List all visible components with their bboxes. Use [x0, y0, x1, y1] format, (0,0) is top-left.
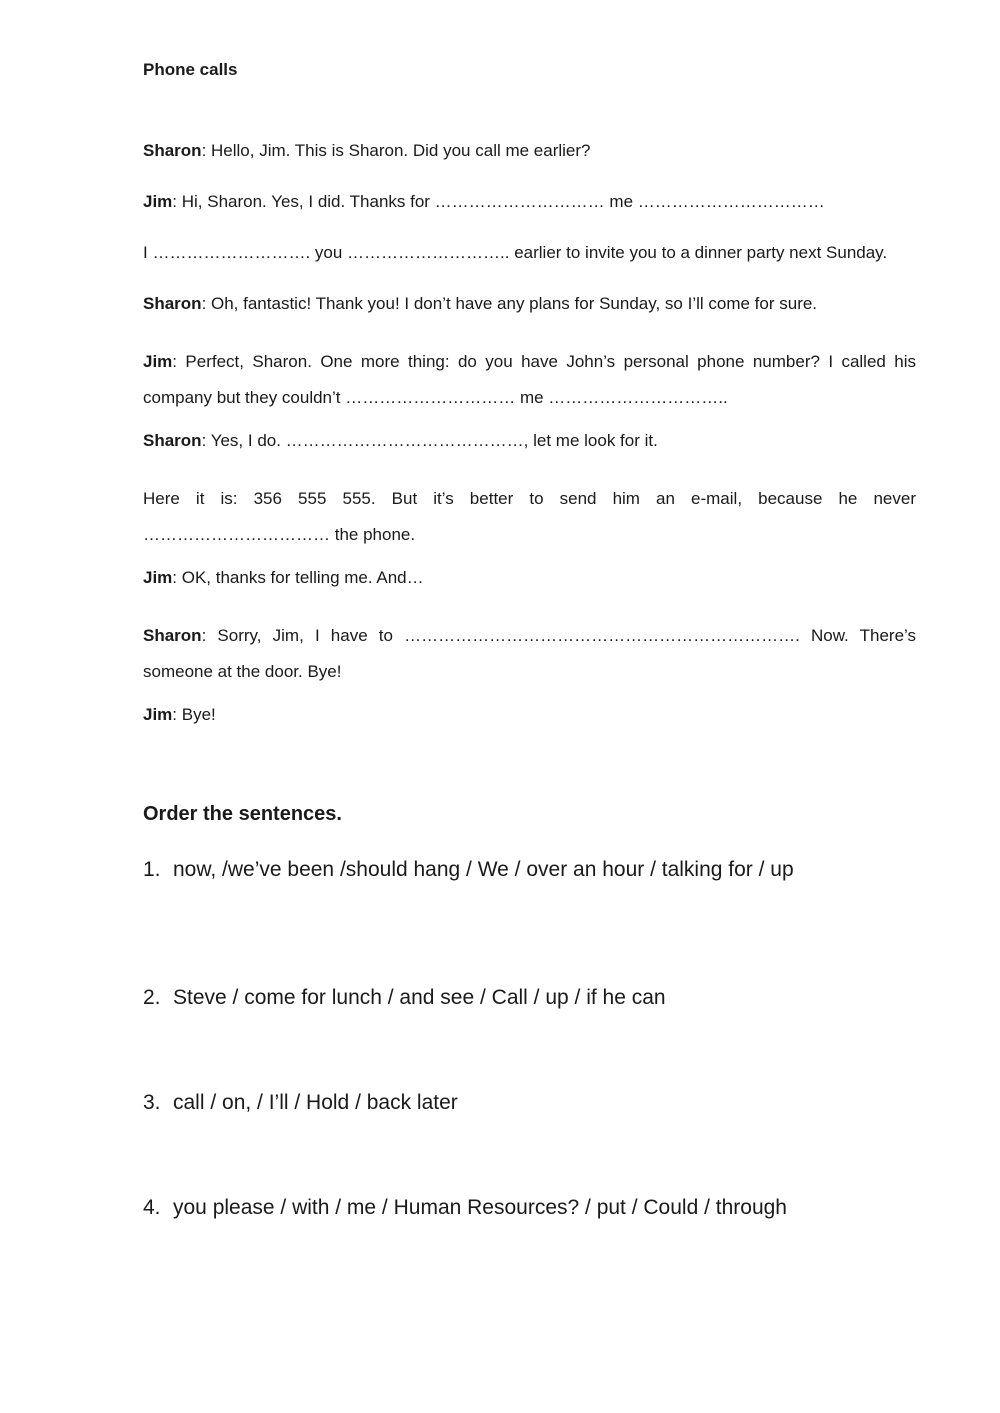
dialogue [143, 140, 916, 755]
speaker-name: Jim [143, 568, 173, 587]
dialogue-line [143, 293, 916, 315]
speaker-name: Jim [143, 352, 173, 371]
dialogue-text: Here it is: 356 555 555. But it’s better to send him an e-mail, because he never …………………………… the phone. [143, 489, 916, 544]
exercise-text: Steve / come for lunch / and see / Call / up / if he can [173, 986, 666, 1009]
dialogue-line [143, 567, 916, 589]
exercise-text: you please / with / me / Human Resources? / put / Could / through [173, 1196, 787, 1219]
exercise-item [143, 858, 794, 882]
exercise-number: 3. [143, 1091, 161, 1114]
speaker-name: Jim [143, 192, 173, 211]
page-title: Phone calls [143, 60, 238, 79]
exercise-number: 1. [143, 858, 161, 881]
dialogue-text: : Perfect, Sharon. One more thing: do you have John’s personal phone number? I called his company but they couldn’t ………………………… me ………………………….. [143, 352, 916, 407]
exercise-text: call / on, / I’ll / Hold / back later [173, 1091, 458, 1114]
dialogue-line [143, 618, 916, 690]
dialogue-line [143, 481, 916, 553]
exercise-heading: Order the sentences. [143, 803, 342, 825]
dialogue-line [143, 704, 916, 726]
dialogue-text: : Hello, Jim. This is Sharon. Did you call me earlier? [201, 141, 591, 160]
speaker-name: Sharon [143, 431, 202, 450]
dialogue-text: : Hi, Sharon. Yes, I did. Thanks for ………………………… me …………………………… [172, 192, 825, 211]
dialogue-line [143, 430, 916, 452]
dialogue-line [143, 344, 916, 416]
exercise-item [143, 1196, 787, 1220]
exercise-item [143, 986, 666, 1010]
dialogue-text: : OK, thanks for telling me. And… [172, 568, 424, 587]
exercise-text: now, /we’ve been /should hang / We / over an hour / talking for / up [173, 858, 794, 881]
speaker-name: Jim [143, 705, 173, 724]
dialogue-line [143, 140, 916, 162]
dialogue-line [143, 191, 916, 213]
exercise-number: 4. [143, 1196, 161, 1219]
exercise-item [143, 1091, 458, 1115]
speaker-name: Sharon [143, 626, 202, 645]
dialogue-text: : Oh, fantastic! Thank you! I don’t have any plans for Sunday, so I’ll come for sure. [201, 294, 818, 313]
dialogue-text: : Sorry, Jim, I have to ……………………………………………………………. Now. There’s someone at the door. Bye! [143, 626, 916, 681]
dialogue-text: : Yes, I do. ……………………………………, let me look for it. [201, 431, 658, 450]
dialogue-line [143, 242, 916, 264]
exercise-number: 2. [143, 986, 161, 1009]
dialogue-text: I ………………………. you ……………………….. earlier to invite you to a dinner party next Sunday. [143, 243, 888, 262]
dialogue-text: : Bye! [172, 705, 216, 724]
speaker-name: Sharon [143, 294, 202, 313]
speaker-name: Sharon [143, 141, 202, 160]
